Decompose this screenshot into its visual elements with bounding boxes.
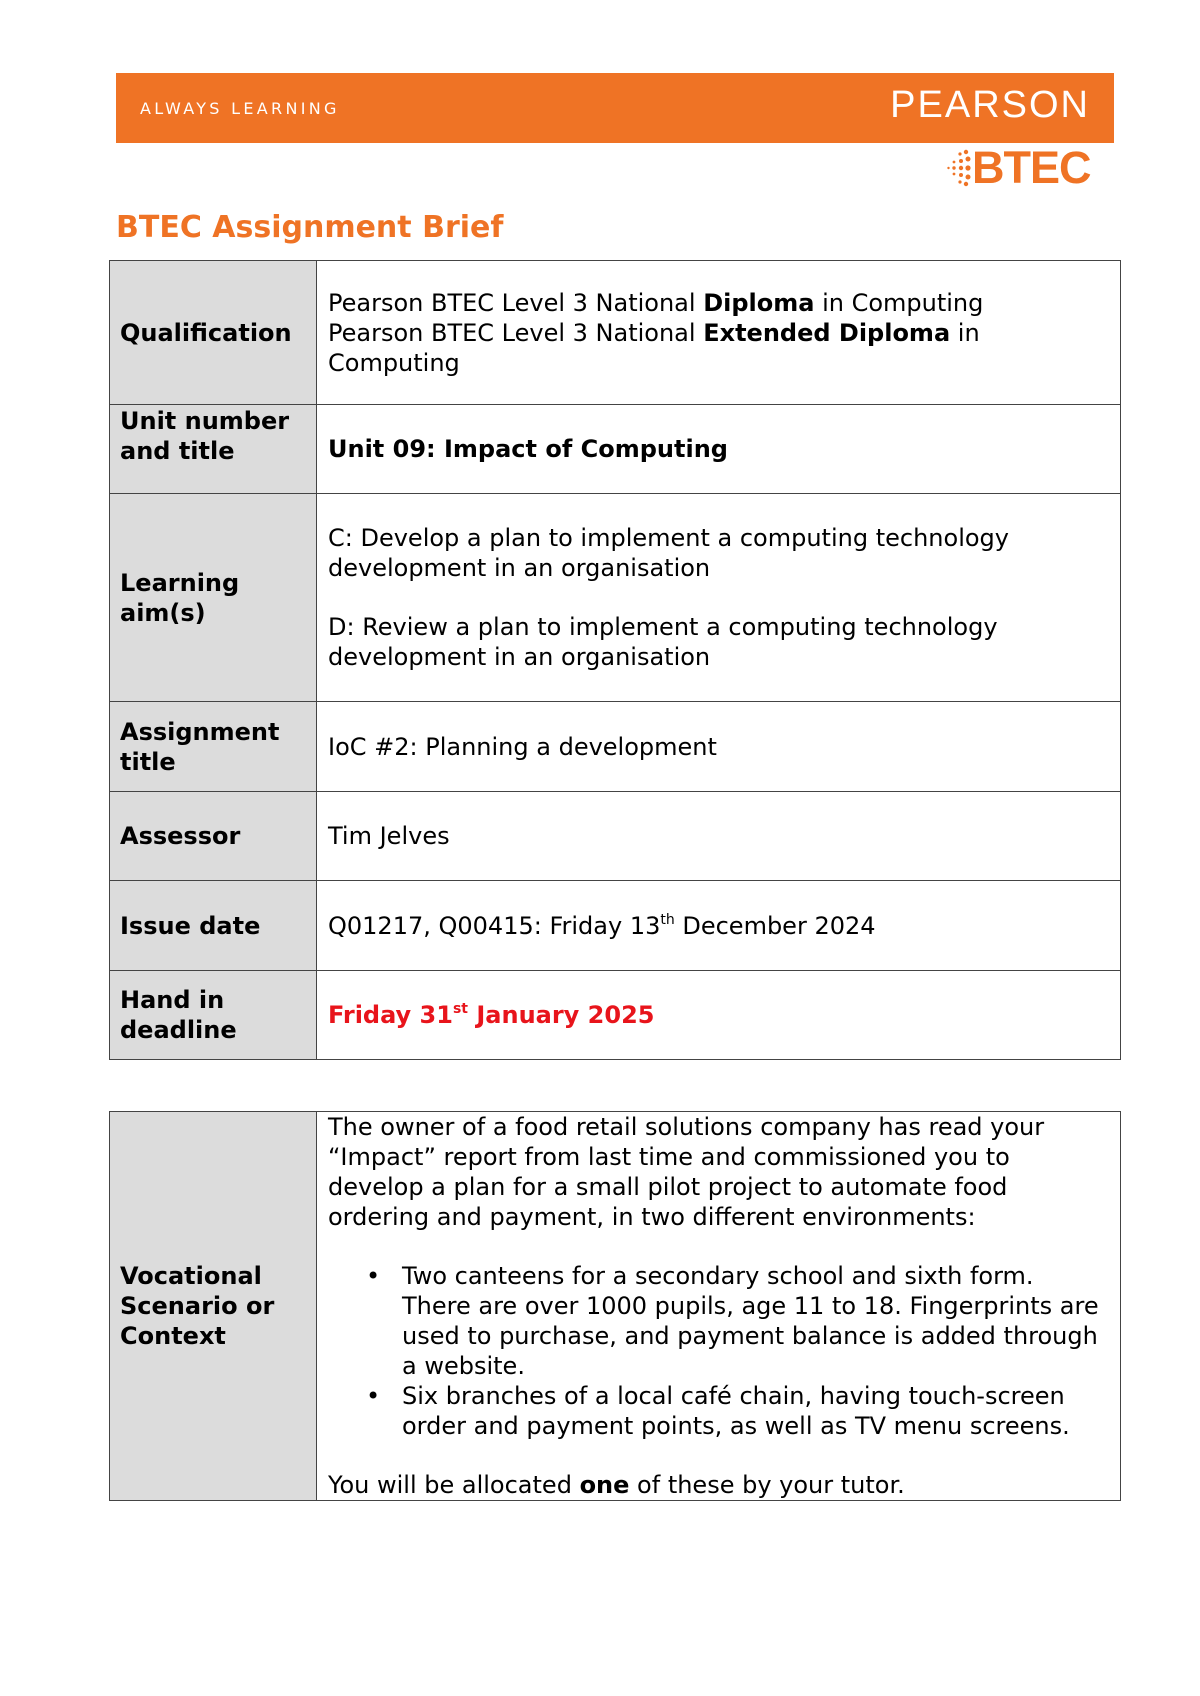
assignment-title-label: Assignment title [110,702,317,792]
issue-date-value: Q01217, Q00415: Friday 13th December 2024 [317,881,1121,971]
list-item: • Two canteens for a secondary school and sixth form. There are over 1000 pupils, age 11 to 18. Fingerprints are used to purchase, and payment balance is added through a website. [402,1261,1109,1381]
issue-date-label: Issue date [110,881,317,971]
deadline-value: Friday 31st January 2025 [317,971,1121,1060]
deadline-label: Hand in deadline [110,971,317,1060]
assignment-details-table [109,260,1121,1060]
scenario-outro: You will be allocated one of these by your tutor. [328,1471,905,1499]
table-row [110,405,1121,494]
scenario-bullets [328,1261,1109,1441]
document-title: BTEC Assignment Brief [116,210,504,245]
qualification-value: Pearson BTEC Level 3 National Diploma in Computing Pearson BTEC Level 3 National Extended Diploma in Computing [317,261,1121,405]
assessor-value: Tim Jelves [317,792,1121,881]
btec-logo [946,142,1096,193]
scenario-value [317,1112,1121,1501]
header-banner [116,73,1114,143]
assignment-title-value: IoC #2: Planning a development [317,702,1121,792]
table-row [110,792,1121,881]
pearson-logo: PEARSON [890,84,1090,126]
table-row [110,881,1121,971]
banner-tagline: ALWAYS LEARNING [140,99,340,118]
learning-aims-label: Learning aim(s) [110,494,317,702]
table-row [110,702,1121,792]
qualification-label: Qualification [110,261,317,405]
assessor-label: Assessor [110,792,317,881]
scenario-table [109,1111,1121,1501]
table-row [110,261,1121,405]
table-row [110,494,1121,702]
unit-value: Unit 09: Impact of Computing [317,405,1121,494]
table-row [110,971,1121,1060]
btec-dots-icon [946,148,972,188]
scenario-label: Vocational Scenario or Context [110,1112,317,1501]
learning-aim-d: D: Review a plan to implement a computing technology development in an organisation [328,613,998,671]
btec-logo-text: BTEC [972,142,1091,193]
list-item: • Six branches of a local café chain, having touch-screen order and payment points, as well as TV menu screens. [402,1381,1109,1441]
scenario-intro: The owner of a food retail solutions company has read your “Impact” report from last time and commissioned you to develop a plan for a small pilot project to automate food ordering and payment, in two different environments: [328,1113,1045,1231]
table-row [110,1112,1121,1501]
unit-label: Unit number and title [110,405,317,494]
learning-aims-value [317,494,1121,702]
learning-aim-c: C: Develop a plan to implement a computing technology development in an organisation [328,524,1009,582]
